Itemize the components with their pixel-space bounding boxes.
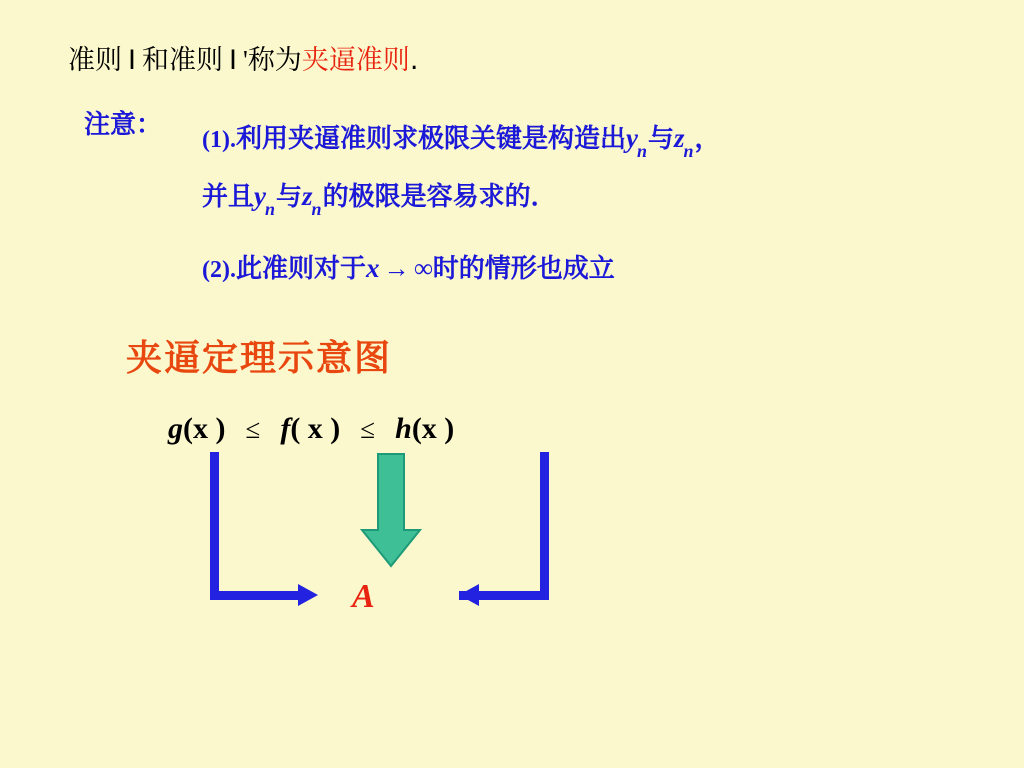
note-item-1	[202, 118, 721, 162]
note-item-1b-text: 并且	[202, 182, 255, 212]
right-bracket-vertical	[540, 452, 549, 600]
roman-numeral-one-a: Ⅰ	[128, 45, 136, 75]
variable-z-2-subscript: n	[311, 199, 322, 220]
variable-y-2-subscript: n	[265, 199, 276, 220]
variable-x: x	[366, 253, 380, 283]
variable-z: z	[674, 123, 685, 153]
function-g: g	[168, 412, 183, 445]
arrow-symbol: →	[383, 254, 410, 283]
function-g-arg: (x )	[183, 412, 226, 445]
roman-numeral-one-b: Ⅰ	[228, 45, 237, 75]
note-item-2-number: (2).	[202, 257, 236, 283]
infinity-symbol: ∞	[413, 253, 433, 283]
note-item-2	[202, 248, 615, 285]
statement-period: .	[409, 45, 419, 76]
statement-line	[68, 38, 418, 77]
less-equal-1: ≤	[245, 414, 261, 444]
statement-term: 夹逼准则	[301, 45, 410, 76]
less-equal-2: ≤	[360, 414, 376, 444]
variable-z-subscript: n	[683, 141, 694, 162]
note-item-1b-conj: 与	[276, 182, 303, 212]
note-item-2-tail: 时的情形也成立	[432, 254, 615, 284]
note-item-1-continued	[202, 176, 557, 220]
left-bracket-horizontal	[210, 591, 300, 600]
right-arrowhead-icon	[459, 584, 479, 606]
note-item-1b-tail: 的极限是容易求的．	[322, 182, 557, 212]
statement-prefix: 准则	[68, 45, 122, 76]
note-item-1-text: 利用夹逼准则求极限关键是构造出	[235, 124, 626, 154]
variable-y-2: y	[254, 181, 266, 211]
prime-symbol: '	[242, 45, 248, 75]
variable-y: y	[626, 123, 638, 153]
note-item-1-tail: ，	[694, 124, 721, 154]
note-item-1-conj: 与	[648, 124, 675, 154]
function-h: h	[395, 412, 412, 445]
statement-called: 称为	[247, 45, 302, 76]
note-label: 注意：	[84, 110, 163, 140]
note-item-2-text: 此准则对于	[235, 254, 366, 284]
variable-z-2: z	[302, 181, 313, 211]
statement-middle: 和准则	[141, 45, 223, 76]
function-h-arg: (x )	[411, 412, 455, 445]
function-f-arg: ( x )	[290, 412, 341, 445]
note-item-1-number: (1).	[202, 127, 236, 153]
down-arrow-icon	[360, 452, 422, 568]
left-arrowhead-icon	[298, 584, 318, 606]
diagram-heading: 夹逼定理示意图	[126, 338, 393, 379]
left-bracket-vertical	[210, 452, 219, 600]
inequality-formula	[168, 412, 454, 446]
function-f: f	[280, 412, 291, 445]
variable-y-subscript: n	[636, 141, 647, 162]
limit-label-A: A	[352, 578, 375, 615]
